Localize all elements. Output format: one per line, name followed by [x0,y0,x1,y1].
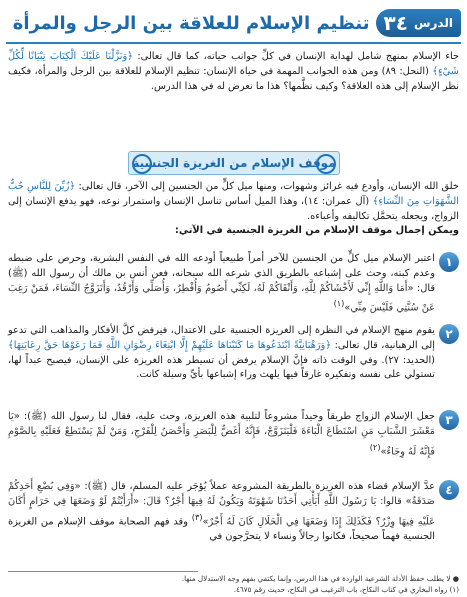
item-text: جعل الإسلام الزواج طريقاً وحيداً مشروعاً لتلبية هذه الغريزة، وحث عليه، فقال لنا رسول الله (ﷺ): [19,411,435,422]
section-title: موقف الإسلام من الغريزة الجنسية [132,156,336,170]
summary-line: ويمكن إجمال موقف الإسلام من الغريزة الجنسية في الآتي: [174,225,459,237]
footnote-ref: (٢) [369,441,381,452]
lesson-label: الدرس [413,16,453,30]
item-text: يقوم منهج الإسلام في النظرة إلى الغريزة الجنسية على الاعتدال، فيرفض كلَّ الأفكار والمذاهب التي تدعو إلى الرهبانية، قال تعالى: [8,325,435,351]
item-hadith: «أَمَا وَاللَّهِ إِنِّي لَأَخْشَاكُمْ لِلَّهِ، وَأَتْقَاكُمْ لَهُ، لَكِنِّي أَصُومُ وَأُفْطِرُ، وَأُصَلِّي وَأَرْقُدُ، وَأَتَزَوَّجُ النِّسَاءَ، فَمَنْ رَغِبَ عَنْ سُنَّتِي فَلَيْسَ مِنِّي» [8,282,435,314]
footnote-ref-1: (١) رواه البخاري في كتاب النكاح، باب الترغيب في النكاح، حديث رقم ٤٦٧٥. [233,585,459,594]
footnote-divider [8,571,198,572]
list-item-3 [8,410,459,460]
lesson-title: تنظيم الإسلام للعلاقة بين الرجل والمرأة [12,12,370,34]
list-item-1 [8,252,459,316]
section-quran-verse: ﴿زُيِّنَ لِلنَّاسِ حُبُّ الشَّهَوَاتِ مِنَ النِّسَاءِ﴾ [8,181,459,207]
item-number-badge: ٢ [439,324,459,344]
intro-text-1: جاء الإسلام بمنهج شامل لهداية الإنسان في كلِّ جوانب حياته، كما قال تعالى: [132,51,459,62]
item-quran-verse: ﴿وَرَهْبَانِيَّةً ابْتَدَعُوهَا مَا كَتَبْنَاهَا عَلَيْهِمْ إِلَّا ابْتِغَاءَ رِضْوَانِ اللَّهِ فَمَا رَعَوْهَا حَقَّ رِعَايَتِهَا﴾ [8,339,332,351]
item-text: عدَّ الإسلام قضاء هذه الغريزة بالطريقة المشروعة عملاً يُؤجَر عليه المسلم، قال (ﷺ): [80,481,436,492]
item-text: اعتبر الإسلام ميل كلٍّ من الجنسين للآخر أمراً طبيعياً أودعه الله في النفس البشرية، وحرص على ضبطه وعدم كبته، وحث على إشباعه بالطريق الذي شرعه الله سبحانه، فعن أنس بن مالك أن رسول الله (ﷺ) قال: [8,253,436,294]
section-banner [128,151,340,175]
section-paragraph [8,180,459,239]
item-number-badge: ١ [439,252,459,272]
item-text-2: (الحديد: ٢٧). وفي الوقت ذاته فإنَّ الإسلام يرفض أن تسيطر هذه الغريزة على الإنسان، فيصبح عبداً لها، تستولي على نفسه وتفكيره غارقاً فيها يلهث وراء إشباعها بأيِّ وسيلة كانت. [8,354,436,381]
ornament-icon [132,154,152,174]
intro-paragraph [8,50,459,94]
footnote-ref: (١) [333,298,345,309]
lesson-header [6,6,461,40]
footnote-note: ● لا يطلب حفظ الأدلة الشرعية الواردة في هذا الدرس، وإنما يكتفي بفهم وجه الاستدلال منها. [181,574,459,583]
item-number-badge: ٣ [439,410,459,430]
lesson-number: ٣٤ [383,11,408,35]
section-text-1: خلق الله الإنسان، وأودع فيه غرائز وشهوات، ومنها ميل كلٍّ من الجنسين إلى الآخر، قال تعالى: [75,181,459,192]
list-item-2 [8,324,459,383]
item-hadith: «وَفِي بُضْعِ أَحَدِكُمْ صَدَقَةٌ» قالوا: يَا رَسُولَ اللَّهِ أَيَأْتِي أَحَدُنَا شَهْوَتَهُ وَيَكُونُ لَهُ فِيهَا أَجْرٌ؟ قَالَ: «أَرَأَيْتُمْ لَوْ وَضَعَهَا فِي حَرَامٍ أَكَانَ عَلَيْهِ فِيهَا وِزْرٌ؟ فَكَذَلِكَ إِذَا وَضَعَهَا فِي الْحَلَالِ كَانَ لَهُ أَجْرٌ» [8,481,436,527]
item-hadith: «يَا مَعْشَرَ الشَّبَابِ مَنِ اسْتَطَاعَ الْبَاءَةَ فَلْيَتَزَوَّجْ، فَإِنَّهُ أَغَضُّ لِلْبَصَرِ وَأَحْصَنُ لِلْفَرْجِ، وَمَنْ لَمْ يَسْتَطِعْ فَعَلَيْهِ بِالصَّوْمِ فَإِنَّهُ لَهُ وِجَاءٌ» [8,411,435,457]
header-divider [6,42,461,44]
intro-text-2: (النحل: ٨٩) ومن هذه الجوانب المهمة في حياة الإنسان: تنظيم الإسلام للعلاقة بين الرجل والمرأة، فكيف نظر الإسلام إلى هذه العلاقة؟ وكيف نظَّمها؟ هذا ما نعرض له في هذا الدرس. [8,65,459,92]
intro-quran-verse: ﴿وَنَزَّلْنَا عَلَيْكَ الْكِتَابَ تِبْيَانًا لِّكُلِّ شَيْءٍ﴾ [8,51,459,77]
list-item-4 [8,480,459,544]
section-text-2: (آل عمران: ١٤)، وهذا الميل أساس تناسل الإنسان واستمرار نوعه، فهو يدفع الإنسان إلى الزواج، ويجعله يتحمَّل تكاليفه وأعباءه. [8,195,459,222]
item-text-2: وقد فهم الصحابة موقف الإسلام من الغريزة الجنسية فهماً صحيحاً، فكانوا رجالاً ونساء لا يتحرَّجون في [8,515,435,542]
footnote-ref: (٣) [191,511,203,522]
item-number-badge: ٤ [439,480,459,500]
ornament-icon [316,154,336,174]
lesson-badge [376,9,461,37]
